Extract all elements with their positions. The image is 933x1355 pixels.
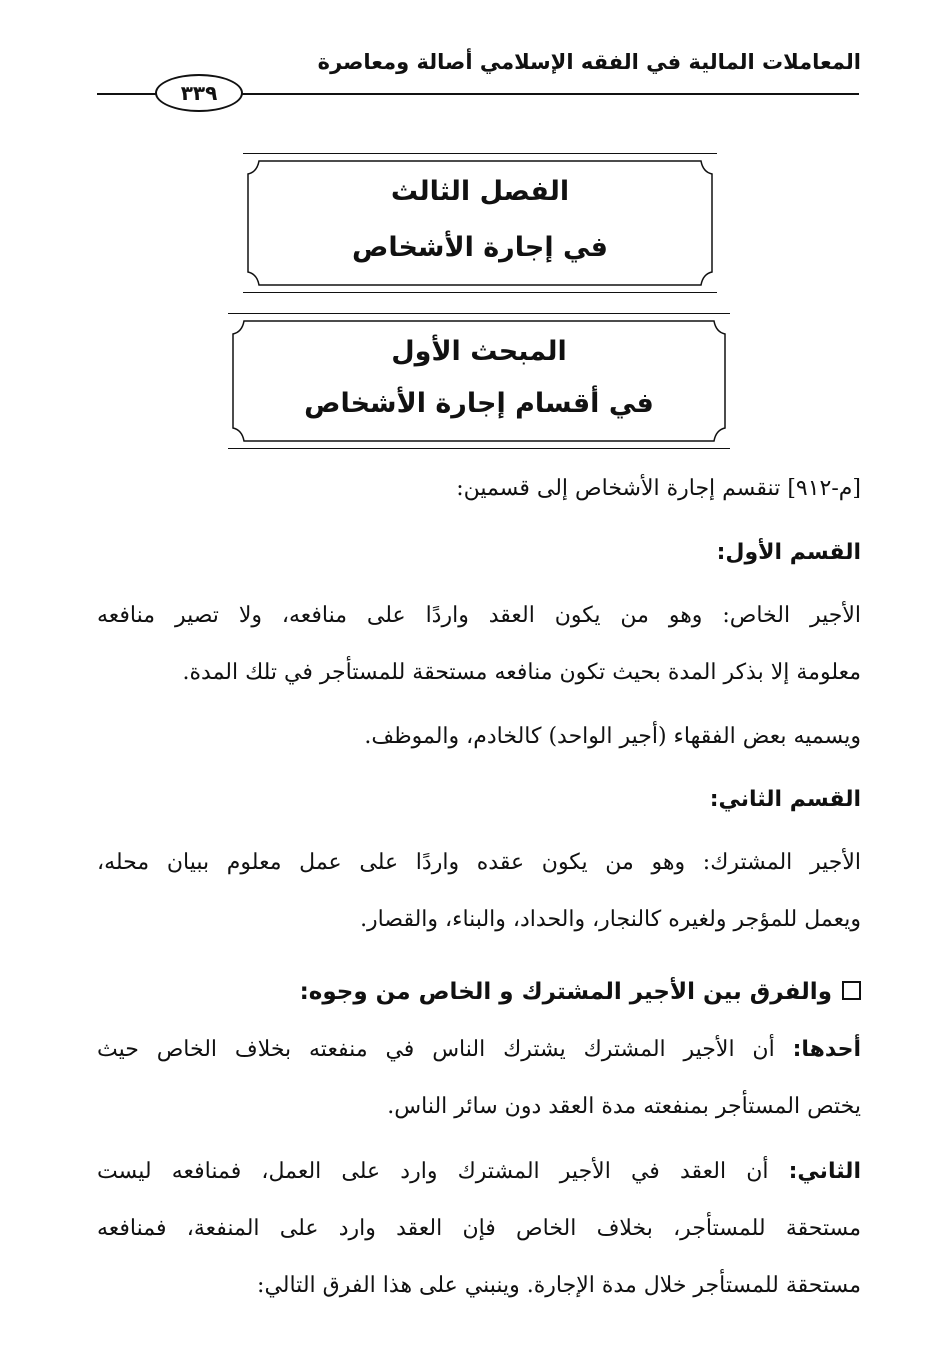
paragraph-intro: [م-٩١٢] تنقسم إجارة الأشخاص إلى قسمين: xyxy=(456,476,861,501)
page-number: ٣٣٩ xyxy=(155,74,243,112)
difference-second-line1 xyxy=(97,1159,861,1184)
chapter-title: الفصل الثالث xyxy=(390,176,570,207)
paragraph-private-worker-line2: معلومة إلا بذكر المدة بحيث تكون منافعه مستحقة للمستأجر في تلك المدة. xyxy=(182,660,861,685)
section-subtitle: في أقسام إجارة الأشخاص xyxy=(304,388,654,419)
section-title-box xyxy=(232,320,726,442)
difference-heading xyxy=(300,979,861,1005)
frame-bottom-rule xyxy=(243,292,717,293)
difference-second-text: أن العقد في الأجير المشترك وارد على العمل، فمنافعه ليست xyxy=(97,1159,769,1184)
difference-first-line1 xyxy=(97,1037,861,1062)
running-title: المعاملات المالية في الفقه الإسلامي أصالة ومعاصرة xyxy=(317,50,861,74)
difference-first-line2: يختص المستأجر بمنفعته مدة العقد دون سائر الناس. xyxy=(387,1094,861,1119)
frame-top-rule xyxy=(228,313,730,314)
checkbox-icon xyxy=(842,981,861,1000)
paragraph-private-worker-line1: الأجير الخاص: وهو من يكون العقد واردًا على منافعه، ولا تصير منافعه xyxy=(97,603,861,628)
difference-second-line2: مستحقة للمستأجر، بخلاف الخاص فإن العقد وارد على المنفعة، فمنافعه xyxy=(97,1216,861,1241)
part1-heading: القسم الأول: xyxy=(716,540,861,565)
frame-bottom-rule xyxy=(228,448,730,449)
section-title: المبحث الأول xyxy=(391,336,567,367)
difference-second-lead: الثاني: xyxy=(788,1159,861,1184)
difference-first-lead: أحدها: xyxy=(792,1037,861,1062)
difference-first-text: أن الأجير المشترك يشترك الناس في منفعته بخلاف الخاص حيث xyxy=(97,1037,775,1062)
difference-second-line3: مستحقة للمستأجر خلال مدة الإجارة. وينبني على هذا الفرق التالي: xyxy=(257,1273,861,1298)
chapter-subtitle: في إجارة الأشخاص xyxy=(352,232,608,263)
paragraph-naming: ويسميه بعض الفقهاء (أجير الواحد) كالخادم، والموظف. xyxy=(364,724,861,749)
part2-heading: القسم الثاني: xyxy=(709,787,861,812)
difference-heading-text: والفرق بين الأجير المشترك و الخاص من وجوه: xyxy=(299,979,832,1005)
paragraph-common-worker-line1: الأجير المشترك: وهو من يكون عقده واردًا على عمل معلوم ببيان محله، xyxy=(97,850,861,875)
frame-top-rule xyxy=(243,153,717,154)
chapter-title-box xyxy=(247,160,713,286)
paragraph-common-worker-line2: ويعمل للمؤجر ولغيره كالنجار، والحداد، والبناء، والقصار. xyxy=(360,907,861,932)
